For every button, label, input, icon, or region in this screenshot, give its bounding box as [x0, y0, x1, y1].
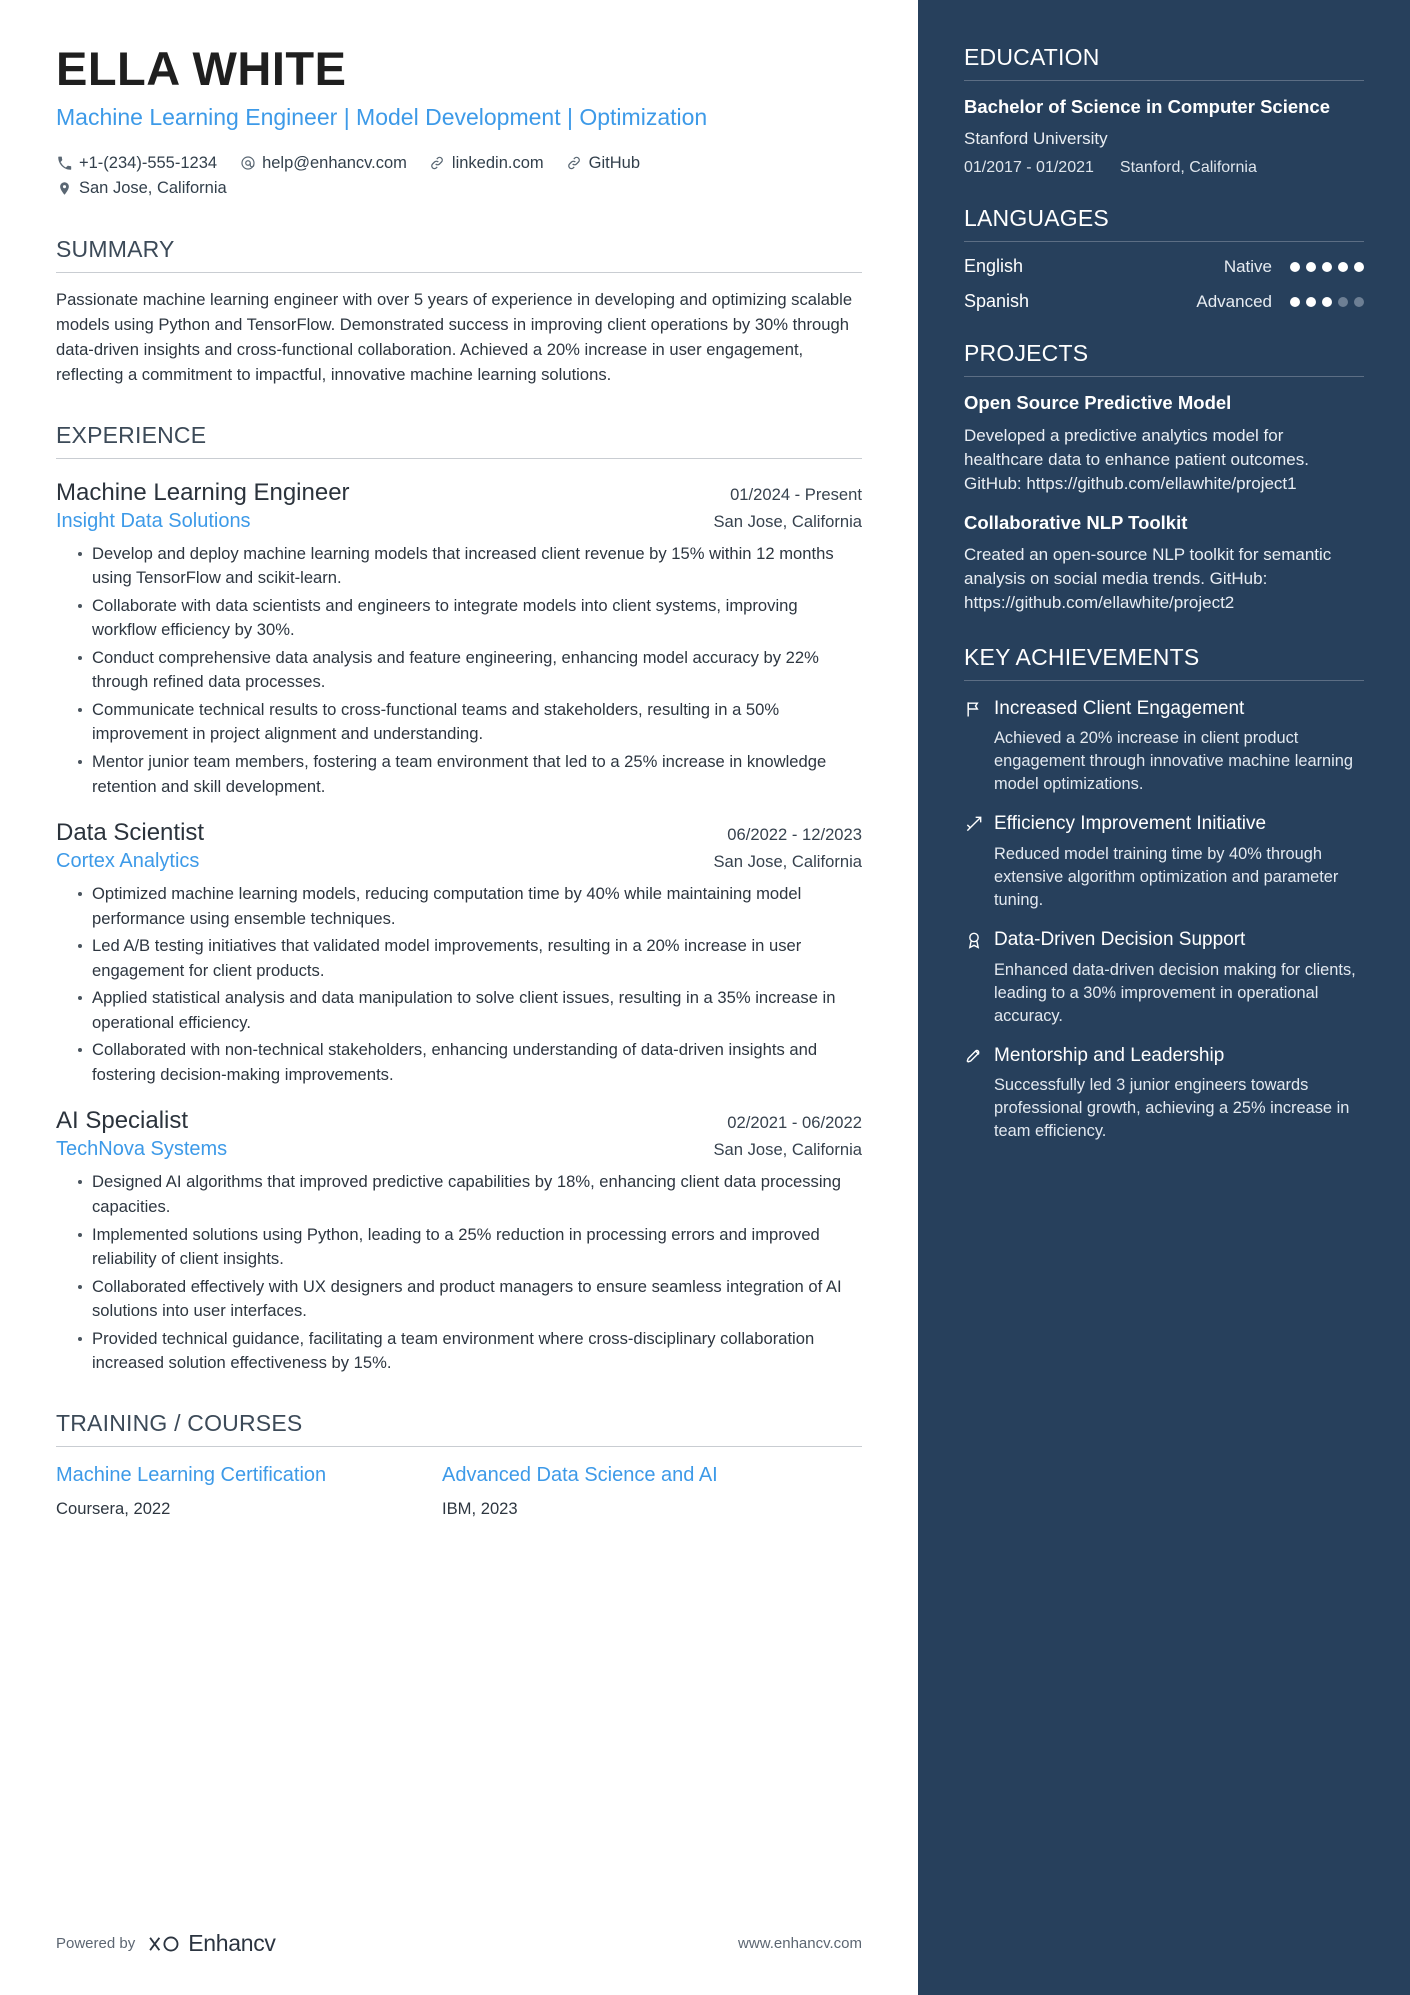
section-training	[56, 1410, 862, 1519]
achievement-description: Enhanced data-driven decision making for clients, leading to a 30% improvement in operational accuracy.	[994, 960, 1356, 1025]
job-title: AI Specialist	[56, 1107, 189, 1135]
divider	[964, 376, 1364, 377]
language-item	[964, 256, 1364, 277]
job-company: Cortex Analytics	[56, 850, 200, 873]
training-item	[56, 1463, 386, 1519]
section-title-achievements: KEY ACHIEVEMENTS	[964, 643, 1200, 670]
achievement-item	[964, 697, 1364, 797]
job-company: TechNova Systems	[56, 1138, 228, 1161]
phone-icon	[56, 155, 73, 172]
achievement-title: Efficiency Improvement Initiative	[994, 813, 1267, 835]
section-key-achievements	[964, 644, 1364, 1144]
section-title-education: EDUCATION	[964, 44, 1100, 70]
flag-icon	[964, 697, 994, 797]
achievement-description: Achieved a 20% increase in client product engagement through innovative machine learning model optimizations.	[994, 729, 1354, 794]
contact-github[interactable]	[566, 151, 640, 177]
job-bullet: Provided technical guidance, facilitating a team environment where cross-disciplinary collaboration increased solution effectiveness by 15%.	[78, 1327, 862, 1376]
footer-website: www.enhancv.com	[738, 1935, 862, 1952]
resume-sidebar	[918, 0, 1410, 1995]
section-title-training: TRAINING / COURSES	[56, 1409, 303, 1436]
job-location: San Jose, California	[713, 852, 862, 872]
job-bullet: Communicate technical results to cross-functional teams and stakeholders, resulting in a 50% improvement in project alignment and understanding.	[78, 698, 862, 747]
contact-email-text: help@enhancv.com	[262, 153, 407, 172]
powered-by-block	[56, 1930, 276, 1957]
project-description: Developed a predictive analytics model for healthcare data to enhance patient outcomes. GitHub: https://github.com/ellawhite/project1	[964, 426, 1309, 494]
divider	[964, 80, 1364, 81]
section-experience	[56, 422, 862, 1376]
award-icon	[964, 928, 994, 1028]
divider	[964, 680, 1364, 681]
language-level: Advanced	[1196, 291, 1272, 311]
divider	[964, 241, 1364, 242]
project-description: Created an open-source NLP toolkit for semantic analysis on social media trends. GitHub: https://github.com/ellawhite/project2	[964, 545, 1332, 613]
resume-header	[56, 44, 862, 202]
job-dates: 06/2022 - 12/2023	[727, 825, 862, 845]
divider	[56, 272, 862, 273]
job-bullet: Implemented solutions using Python, leading to a 25% reduction in processing errors and improved reliability of client insights.	[78, 1223, 862, 1272]
job-bullet: Led A/B testing initiatives that validated model improvements, resulting in a 20% increase in user engagement for client products.	[78, 934, 862, 983]
job-bullet: Collaborated effectively with UX designers and product managers to ensure seamless integration of AI solutions into user interfaces.	[78, 1275, 862, 1324]
training-title: Advanced Data Science and AI	[442, 1463, 718, 1486]
contact-location	[56, 176, 227, 202]
achievement-description: Reduced model training time by 40% through extensive algorithm optimization and parameter tuning.	[994, 844, 1339, 909]
section-education	[964, 44, 1364, 177]
job-bullets	[56, 882, 862, 1087]
achievement-description: Successfully led 3 junior engineers towards professional growth, achieving a 25% increase in team efficiency.	[994, 1076, 1350, 1141]
achievement-item	[964, 812, 1364, 912]
enhancv-mark-icon	[147, 1933, 181, 1955]
section-languages	[964, 205, 1364, 312]
language-rating-dots	[1290, 262, 1364, 272]
chart-arrow-icon	[964, 812, 994, 912]
contact-location-text: San Jose, California	[79, 179, 227, 198]
language-rating-dots	[1290, 297, 1364, 307]
training-list	[56, 1463, 862, 1519]
achievement-title: Data-Driven Decision Support	[994, 928, 1246, 950]
job-bullet: Designed AI algorithms that improved predictive capabilities by 18%, enhancing client data processing capacities.	[78, 1170, 862, 1219]
job-bullet: Applied statistical analysis and data manipulation to solve client issues, resulting in a 35% increase in operational efficiency.	[78, 986, 862, 1035]
candidate-name: ELLA WHITE	[56, 42, 347, 95]
education-location: Stanford, California	[1119, 159, 1257, 177]
training-title: Machine Learning Certification	[56, 1463, 327, 1486]
project-name: Collaborative NLP Toolkit	[964, 511, 1188, 533]
summary-text: Passionate machine learning engineer with over 5 years of experience in developing and optimizing scalable models using Python and TensorFlow. Demonstrated success in improving client operations by 30% through data-driven insights and cross-functional collaboration. Achieved a 20% increase in user engagement, reflecting a commitment to impactful, innovative machine learning solutions.	[56, 289, 853, 385]
job-bullet: Conduct comprehensive data analysis and feature engineering, enhancing model accuracy by 22% through refined data processes.	[78, 646, 862, 695]
job-location: San Jose, California	[713, 511, 862, 531]
job-bullet: Develop and deploy machine learning models that increased client revenue by 15% within 12 months using TensorFlow and scikit-learn.	[78, 542, 862, 591]
job-bullet: Collaborate with data scientists and engineers to integrate models into client systems, improving workflow efficiency by 30%.	[78, 594, 862, 643]
education-item	[964, 95, 1364, 177]
contact-linkedin-text: linkedin.com	[451, 153, 544, 172]
language-name: English	[964, 256, 1024, 277]
enhancv-logo	[147, 1930, 275, 1957]
training-provider: Coursera, 2022	[56, 1498, 171, 1518]
rocket-icon	[964, 1044, 994, 1144]
page-footer	[56, 1930, 862, 1957]
contact-email	[239, 151, 407, 177]
experience-item	[56, 819, 862, 1087]
project-item	[964, 511, 1364, 616]
experience-item	[56, 1107, 862, 1375]
divider	[56, 1446, 862, 1447]
language-item	[964, 291, 1364, 312]
section-title-summary: SUMMARY	[56, 235, 175, 262]
candidate-role: Machine Learning Engineer | Model Development | Optimization	[56, 103, 708, 130]
link-icon	[566, 155, 583, 172]
job-dates: 02/2021 - 06/2022	[727, 1113, 862, 1133]
contact-linkedin[interactable]	[429, 151, 544, 177]
contact-list	[56, 151, 816, 202]
language-name: Spanish	[964, 291, 1030, 312]
email-icon	[239, 155, 256, 172]
achievement-title: Increased Client Engagement	[994, 697, 1245, 719]
job-location: San Jose, California	[713, 1140, 862, 1160]
job-dates: 01/2024 - Present	[730, 484, 862, 504]
contact-phone-text: +1-(234)-555-1234	[79, 153, 218, 172]
divider	[56, 458, 862, 459]
training-provider: IBM, 2023	[442, 1498, 518, 1518]
language-level: Native	[1223, 256, 1272, 276]
project-item	[964, 391, 1364, 496]
training-item	[442, 1463, 772, 1519]
section-title-languages: LANGUAGES	[964, 205, 1109, 232]
section-summary	[56, 236, 862, 388]
education-degree: Bachelor of Science in Computer Science	[964, 96, 1330, 117]
job-title: Machine Learning Engineer	[56, 478, 350, 506]
achievement-title: Mentorship and Leadership	[994, 1044, 1225, 1066]
job-bullet: Optimized machine learning models, reducing computation time by 40% while maintaining model performance using ensemble techniques.	[78, 882, 862, 931]
contact-github-text: GitHub	[588, 153, 640, 172]
achievement-item	[964, 1044, 1364, 1144]
contact-phone	[56, 151, 217, 177]
section-title-projects: PROJECTS	[964, 340, 1089, 367]
education-dates: 01/2017 - 01/2021	[964, 159, 1094, 177]
job-title: Data Scientist	[56, 819, 205, 847]
job-bullet: Collaborated with non-technical stakeholders, enhancing understanding of data-driven insights and fostering decision-making improvements.	[78, 1038, 862, 1087]
link-icon	[429, 155, 446, 172]
job-bullet: Mentor junior team members, fostering a team environment that led to a 25% increase in knowledge retention and skill development.	[78, 750, 862, 799]
enhancv-wordmark: Enhancv	[188, 1930, 276, 1956]
section-projects	[964, 340, 1364, 615]
job-company: Insight Data Solutions	[56, 509, 251, 532]
section-title-experience: EXPERIENCE	[56, 421, 207, 448]
achievement-item	[964, 928, 1364, 1028]
education-school: Stanford University	[964, 128, 1108, 148]
location-pin-icon	[56, 180, 73, 197]
experience-item	[56, 479, 862, 799]
job-bullets	[56, 1170, 862, 1375]
powered-by-label: Powered by	[56, 1935, 136, 1952]
job-bullets	[56, 542, 862, 799]
project-name: Open Source Predictive Model	[964, 392, 1232, 414]
